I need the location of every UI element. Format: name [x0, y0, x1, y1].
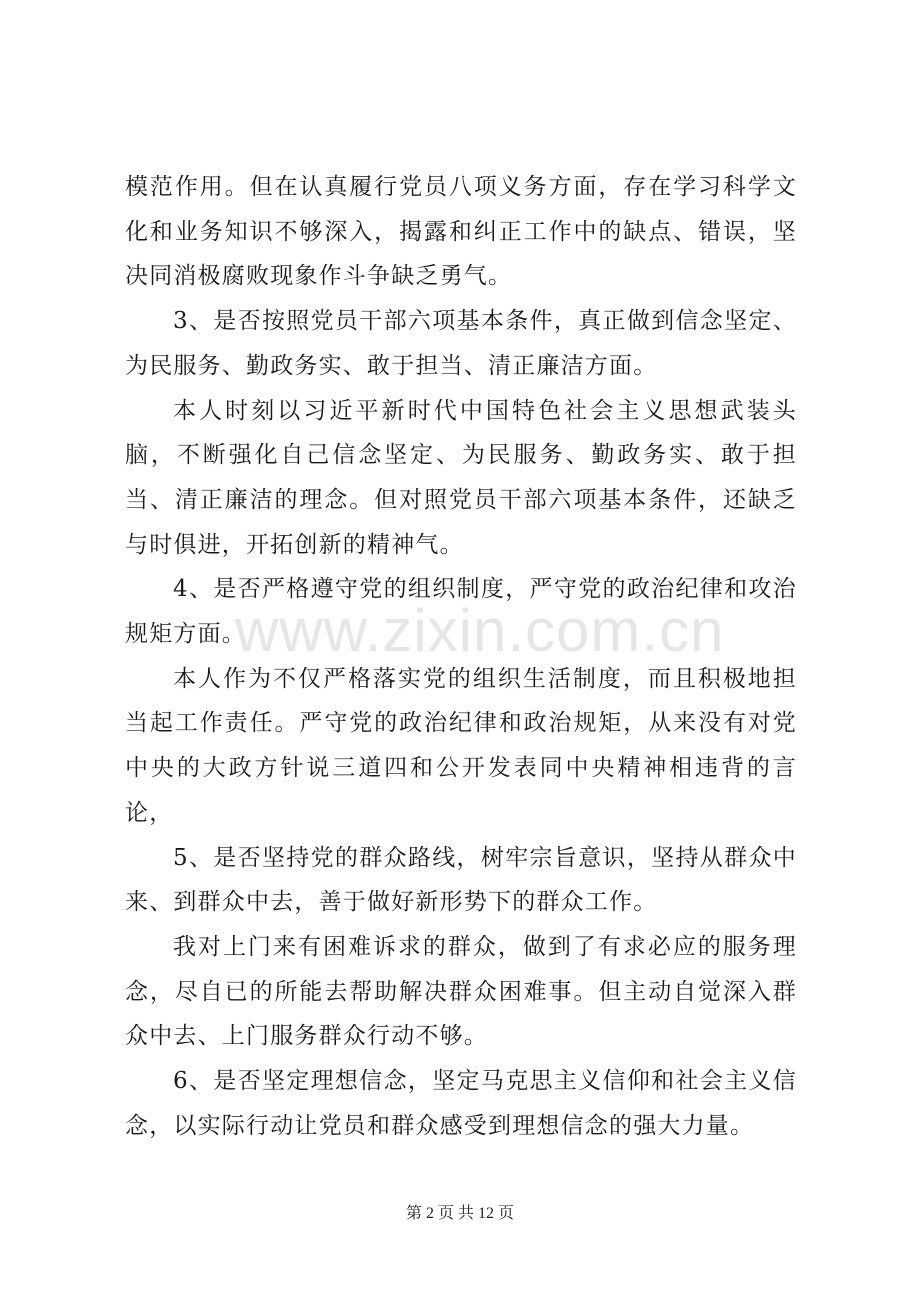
paragraph: 4、是否严格遵守党的组织制度，严守党的政治纪律和攻治规矩方面。 [125, 576, 797, 648]
paragraph: 我对上门来有困难诉求的群众，做到了有求必应的服务理念，尽自已的所能去帮助解决群众困难事。但主动自觉深入群众中去、上门服务群众行动不够。 [125, 933, 797, 1050]
paragraph: 5、是否坚持党的群众路线，树牢宗旨意识，坚持从群众中来、到群众中去，善于做好新形势下的群众工作。 [125, 844, 797, 916]
paragraph: 本人作为不仅严格落实党的组织生活制度，而且积极地担当起工作责任。严守党的政治纪律和政治规矩，从来没有对党中央的大政方针说三道四和公开发表同中央精神相违背的言论， [125, 665, 797, 826]
paragraph: 模范作用。但在认真履行党员八项义务方面，存在学习科学文化和业务知识不够深入，揭露和纠正工作中的缺点、错误，坚决同消极腐败现象作斗争缺乏勇气。 [125, 174, 797, 290]
watermark: www.zixin.com.cn [235, 597, 725, 664]
paragraph: 本人时刻以习近平新时代中国特色社会主义思想武装头脑，不断强化自己信念坚定、为民服务、勤政务实、敢于担当、清正廉洁的理念。但对照党员干部六项基本条件，还缺乏与时俱进，开拓创新的精神气。 [125, 397, 797, 558]
document-body [125, 165, 797, 1148]
paragraph: 6、是否坚定理想信念，坚定马克思主义信仰和社会主义信念，以实际行动让党员和群众感受到理想信念的强大力量。 [125, 1068, 797, 1139]
paragraph: 3、是否按照党员干部六项基本条件，真正做到信念坚定、为民服务、勤政务实、敢于担当、清正廉洁方面。 [125, 308, 797, 379]
page-footer: 第 2 页 共 12 页 [405, 1205, 514, 1222]
